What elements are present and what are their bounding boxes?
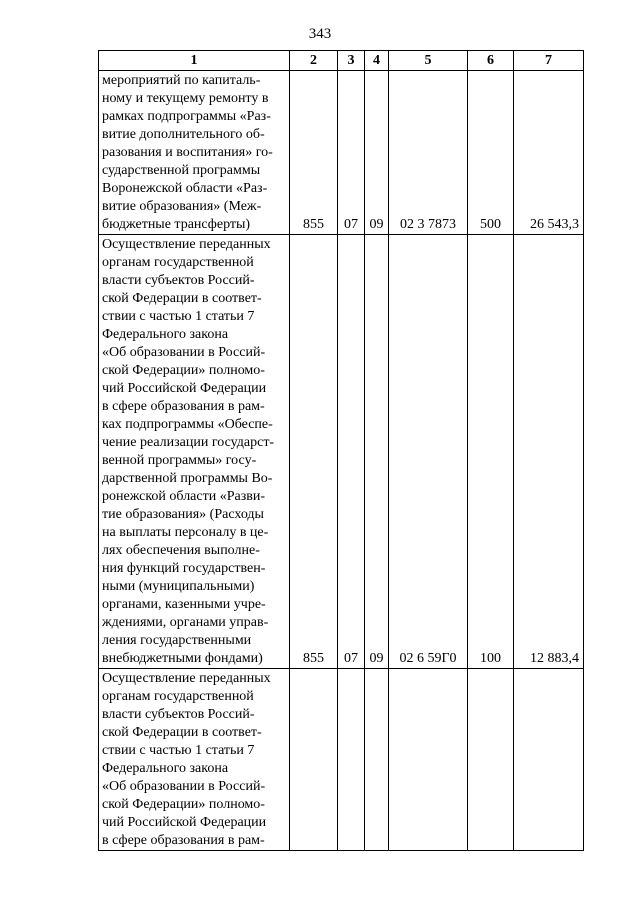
description-line: сударственной программы bbox=[102, 163, 261, 178]
description-line: ждениями, органами управ- bbox=[102, 615, 269, 630]
section-cell: 07 bbox=[338, 235, 365, 669]
description-line: ской Федерации в соответ- bbox=[102, 291, 262, 306]
table-row bbox=[99, 235, 584, 669]
description-line: в сфере образования в рам- bbox=[102, 399, 265, 414]
description-line: органам государственной bbox=[102, 255, 254, 270]
description-line: ронежской области «Разви- bbox=[102, 489, 266, 504]
description-line: в сфере образования в рам- bbox=[102, 833, 265, 848]
grbs-cell bbox=[290, 669, 338, 851]
grbs-cell: 855 bbox=[290, 235, 338, 669]
description-line: дарственной программы Во- bbox=[102, 471, 273, 486]
expense-type-cell: 500 bbox=[468, 71, 514, 235]
amount-cell: 12 883,4 bbox=[514, 235, 584, 669]
column-header-1: 1 bbox=[99, 51, 290, 71]
column-header-4: 4 bbox=[365, 51, 389, 71]
section-cell: 07 bbox=[338, 71, 365, 235]
column-header-6: 6 bbox=[468, 51, 514, 71]
description-line: ными (муниципальными) bbox=[102, 579, 255, 594]
column-header-5: 5 bbox=[389, 51, 468, 71]
description-line: власти субъектов Россий- bbox=[102, 273, 255, 288]
description-line: чение реализации государст- bbox=[102, 435, 275, 450]
table-row bbox=[99, 669, 584, 851]
description-line: бюджетные трансферты) bbox=[102, 217, 251, 232]
page-number: 343 bbox=[308, 26, 332, 42]
description-line: на выплаты персоналу в це- bbox=[102, 525, 269, 540]
description-line: Федерального закона bbox=[102, 327, 229, 342]
description-line: органами, казенными учре- bbox=[102, 597, 266, 612]
description-line: ления государственными bbox=[102, 633, 252, 648]
description-line: «Об образовании в Россий- bbox=[102, 345, 266, 360]
description-cell bbox=[99, 235, 290, 669]
description-line: Осуществление переданных bbox=[102, 237, 271, 252]
subsection-cell: 09 bbox=[365, 235, 389, 669]
description-line: ния функций государствен- bbox=[102, 561, 266, 576]
description-line: рамках подпрограммы «Раз- bbox=[102, 109, 271, 124]
subsection-cell: 09 bbox=[365, 71, 389, 235]
description-line: мероприятий по капиталь- bbox=[102, 73, 261, 88]
description-line: Воронежской области «Раз- bbox=[102, 181, 268, 196]
description-line: ской Федерации» полномо- bbox=[102, 363, 265, 378]
target-article-cell: 02 6 59Г0 bbox=[389, 235, 468, 669]
grbs-cell: 855 bbox=[290, 71, 338, 235]
subsection-cell bbox=[365, 669, 389, 851]
column-header-2: 2 bbox=[290, 51, 338, 71]
description-cell bbox=[99, 669, 290, 851]
description-line: «Об образовании в Россий- bbox=[102, 779, 266, 794]
description-line: венной программы» госу- bbox=[102, 453, 257, 468]
description-line: ному и текущему ремонту в bbox=[102, 91, 269, 106]
target-article-cell bbox=[389, 669, 468, 851]
description-line: ской Федерации в соответ- bbox=[102, 725, 262, 740]
description-line: разования и воспитания» го- bbox=[102, 145, 273, 160]
description-line: ской Федерации» полномо- bbox=[102, 797, 265, 812]
description-line: органам государственной bbox=[102, 689, 254, 704]
description-line: чий Российской Федерации bbox=[102, 381, 267, 396]
description-line: чий Российской Федерации bbox=[102, 815, 267, 830]
description-line: ствии с частью 1 статьи 7 bbox=[102, 743, 255, 758]
column-header-7: 7 bbox=[514, 51, 584, 71]
table-row bbox=[99, 71, 584, 235]
description-line: власти субъектов Россий- bbox=[102, 707, 255, 722]
amount-cell: 26 543,3 bbox=[514, 71, 584, 235]
target-article-cell: 02 3 7873 bbox=[389, 71, 468, 235]
section-cell bbox=[338, 669, 365, 851]
amount-cell bbox=[514, 669, 584, 851]
description-line: Федерального закона bbox=[102, 761, 229, 776]
expense-type-cell: 100 bbox=[468, 235, 514, 669]
description-line: внебюджетными фондами) bbox=[102, 651, 263, 666]
description-cell bbox=[99, 71, 290, 235]
column-header-3: 3 bbox=[338, 51, 365, 71]
description-line: Осуществление переданных bbox=[102, 671, 271, 686]
description-line: витие образования» (Меж- bbox=[102, 199, 262, 214]
table-body bbox=[99, 71, 584, 851]
description-line: лях обеспечения выполне- bbox=[102, 543, 260, 558]
description-line: ках подпрограммы «Обеспе- bbox=[102, 417, 273, 432]
description-line: тие образования» (Расходы bbox=[102, 507, 264, 522]
expense-type-cell bbox=[468, 669, 514, 851]
budget-table bbox=[98, 50, 584, 851]
table-header-row bbox=[99, 51, 584, 71]
description-line: витие дополнительного об- bbox=[102, 127, 265, 142]
description-line: ствии с частью 1 статьи 7 bbox=[102, 309, 255, 324]
